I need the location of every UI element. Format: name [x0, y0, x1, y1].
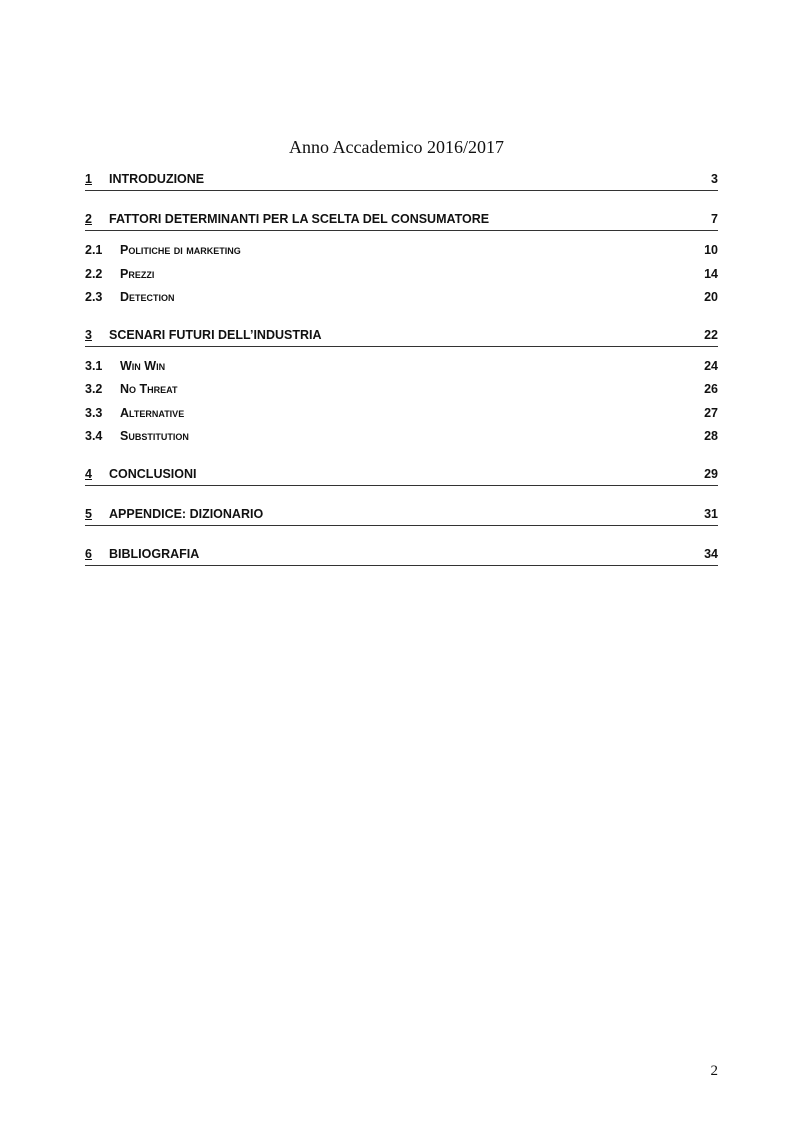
- page-number: 2: [710, 1063, 718, 1079]
- toc-entry-number: 3: [85, 327, 92, 342]
- toc-subentry-title: No Threat: [120, 382, 178, 396]
- toc-subentry-number: 2.2: [85, 266, 103, 281]
- toc-entry-number: 1: [85, 172, 92, 186]
- toc-entry-title: FATTORI DETERMINANTI PER LA SCELTA DEL CONSUMATORE: [109, 212, 490, 226]
- toc-entry-page: 22: [704, 327, 718, 342]
- toc-subentry-page: 24: [704, 358, 718, 373]
- toc-subentry-title: Politiche di marketing: [120, 243, 241, 257]
- toc-entry-bibliografia[interactable]: [85, 547, 718, 566]
- toc-entry-number: 6: [85, 546, 92, 561]
- toc-subentry-page: 27: [704, 405, 718, 420]
- toc-entry-page: 31: [704, 506, 718, 521]
- toc-entry-title: INTRODUZIONE: [109, 172, 205, 186]
- toc-subentry-alternative[interactable]: [85, 406, 718, 430]
- toc-subentry-number: 3.1: [85, 358, 103, 373]
- toc-entry-page: 7: [711, 212, 718, 226]
- toc-subentry-prezzi[interactable]: [85, 267, 718, 291]
- toc-subentry-number: 3.4: [85, 429, 103, 443]
- toc-subentry-no-threat[interactable]: [85, 382, 718, 406]
- toc-entry-title: BIBLIOGRAFIA: [109, 546, 200, 561]
- toc-subentry-title: Alternative: [120, 405, 185, 420]
- toc-entry-number: 2: [85, 212, 92, 226]
- toc-subentry-page: 28: [704, 429, 718, 443]
- page-heading: Anno Accademico 2016/2017: [289, 137, 504, 157]
- toc-entry-title: SCENARI FUTURI DELL’INDUSTRIA: [109, 327, 322, 342]
- toc-subentry-win-win[interactable]: [85, 359, 718, 383]
- toc-entry-appendice-dizionario[interactable]: [85, 507, 718, 526]
- toc-subentry-title: Win Win: [120, 358, 166, 373]
- toc-subentry-page: 10: [704, 243, 718, 257]
- toc-subentry-number: 2.3: [85, 290, 103, 304]
- toc-subentry-page: 14: [704, 266, 718, 281]
- toc-subentry-detection[interactable]: [85, 290, 718, 314]
- toc-subentry-page: 26: [704, 382, 718, 396]
- toc-subentry-number: 3.2: [85, 382, 103, 396]
- toc-subentry-title: Prezzi: [120, 266, 155, 281]
- toc-entry-scenari-futuri[interactable]: [85, 328, 718, 347]
- toc-subentry-politiche-di-marketing[interactable]: [85, 243, 718, 267]
- toc-entry-number: 4: [85, 466, 92, 481]
- table-of-contents: [85, 172, 718, 587]
- toc-subentry-page: 20: [704, 290, 718, 304]
- toc-entry-page: 34: [704, 546, 718, 561]
- toc-entry-page: 29: [704, 466, 718, 481]
- toc-entry-page: 3: [711, 172, 718, 186]
- toc-subentry-substitution[interactable]: [85, 429, 718, 453]
- toc-entry-introduzione[interactable]: [85, 172, 718, 191]
- toc-subentry-title: Detection: [120, 290, 175, 304]
- toc-entry-title: APPENDICE: DIZIONARIO: [109, 506, 264, 521]
- toc-subentry-number: 3.3: [85, 405, 103, 420]
- toc-entry-title: CONCLUSIONI: [109, 466, 197, 481]
- toc-entry-conclusioni[interactable]: [85, 467, 718, 486]
- toc-subentry-title: Substitution: [120, 429, 189, 443]
- toc-entry-fattori-determinanti[interactable]: [85, 212, 718, 231]
- toc-entry-number: 5: [85, 506, 92, 521]
- toc-subentry-number: 2.1: [85, 243, 103, 257]
